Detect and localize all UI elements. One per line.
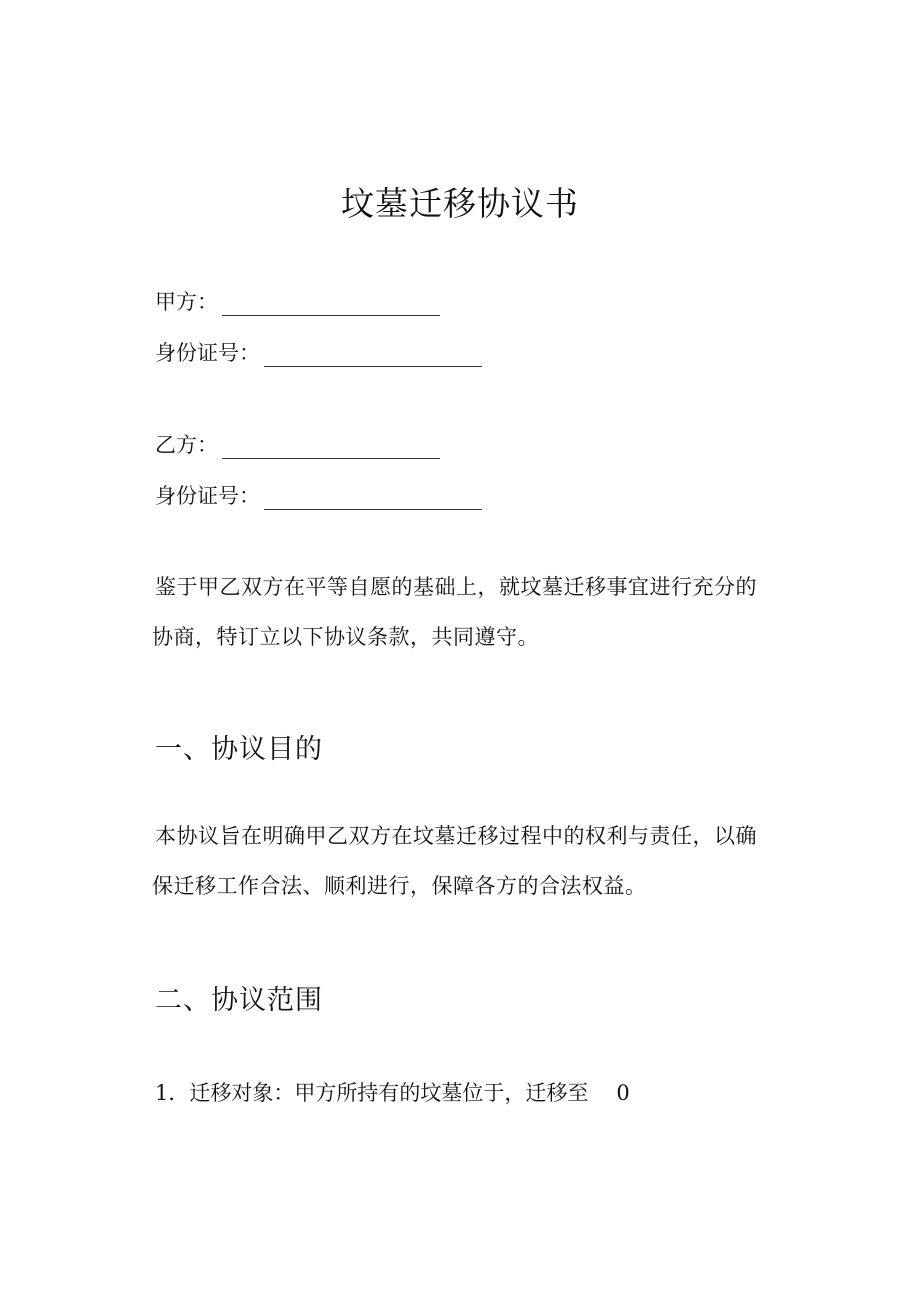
- document-title: 坟墓迁移协议书: [341, 184, 579, 223]
- party-a-id-blank-line: [264, 342, 482, 367]
- party-b-id-blank-line: [264, 485, 482, 510]
- section-2-item-1: [155, 1077, 630, 1107]
- section-2-item-1-text: 1．迁移对象：甲方所持有的坟墓位于，迁移至: [155, 1081, 589, 1105]
- section-1-paragraph: [152, 811, 805, 911]
- preamble-line-1: 鉴于甲乙双方在平等自愿的基础上，就坟墓迁移事宜进行充分的: [155, 575, 757, 599]
- party-b-blank-line: [222, 434, 440, 459]
- party-b-field: [155, 427, 440, 459]
- section-1-heading: 一、协议目的: [155, 734, 323, 765]
- party-a-id-field: [155, 335, 482, 367]
- party-a-id-label: 身份证号：: [155, 341, 260, 365]
- section-2-item-1-tail: 0: [616, 1081, 630, 1105]
- section-1-line-1: 本协议旨在明确甲乙双方在坟墓迁移过程中的权利与责任，以确: [155, 824, 757, 848]
- party-b-id-field: [155, 478, 482, 510]
- party-a-field: [155, 284, 440, 316]
- preamble-line-2: 协商，特订立以下协议条款，共同遵守。: [152, 625, 539, 649]
- party-b-label: 乙方：: [155, 433, 218, 457]
- preamble-paragraph: [152, 562, 805, 662]
- party-b-id-label: 身份证号：: [155, 484, 260, 508]
- party-a-blank-line: [222, 291, 440, 316]
- section-2-heading: 二、协议范围: [155, 985, 323, 1016]
- section-1-line-2: 保迁移工作合法、顺利进行，保障各方的合法权益。: [152, 874, 647, 898]
- party-a-label: 甲方：: [155, 290, 218, 314]
